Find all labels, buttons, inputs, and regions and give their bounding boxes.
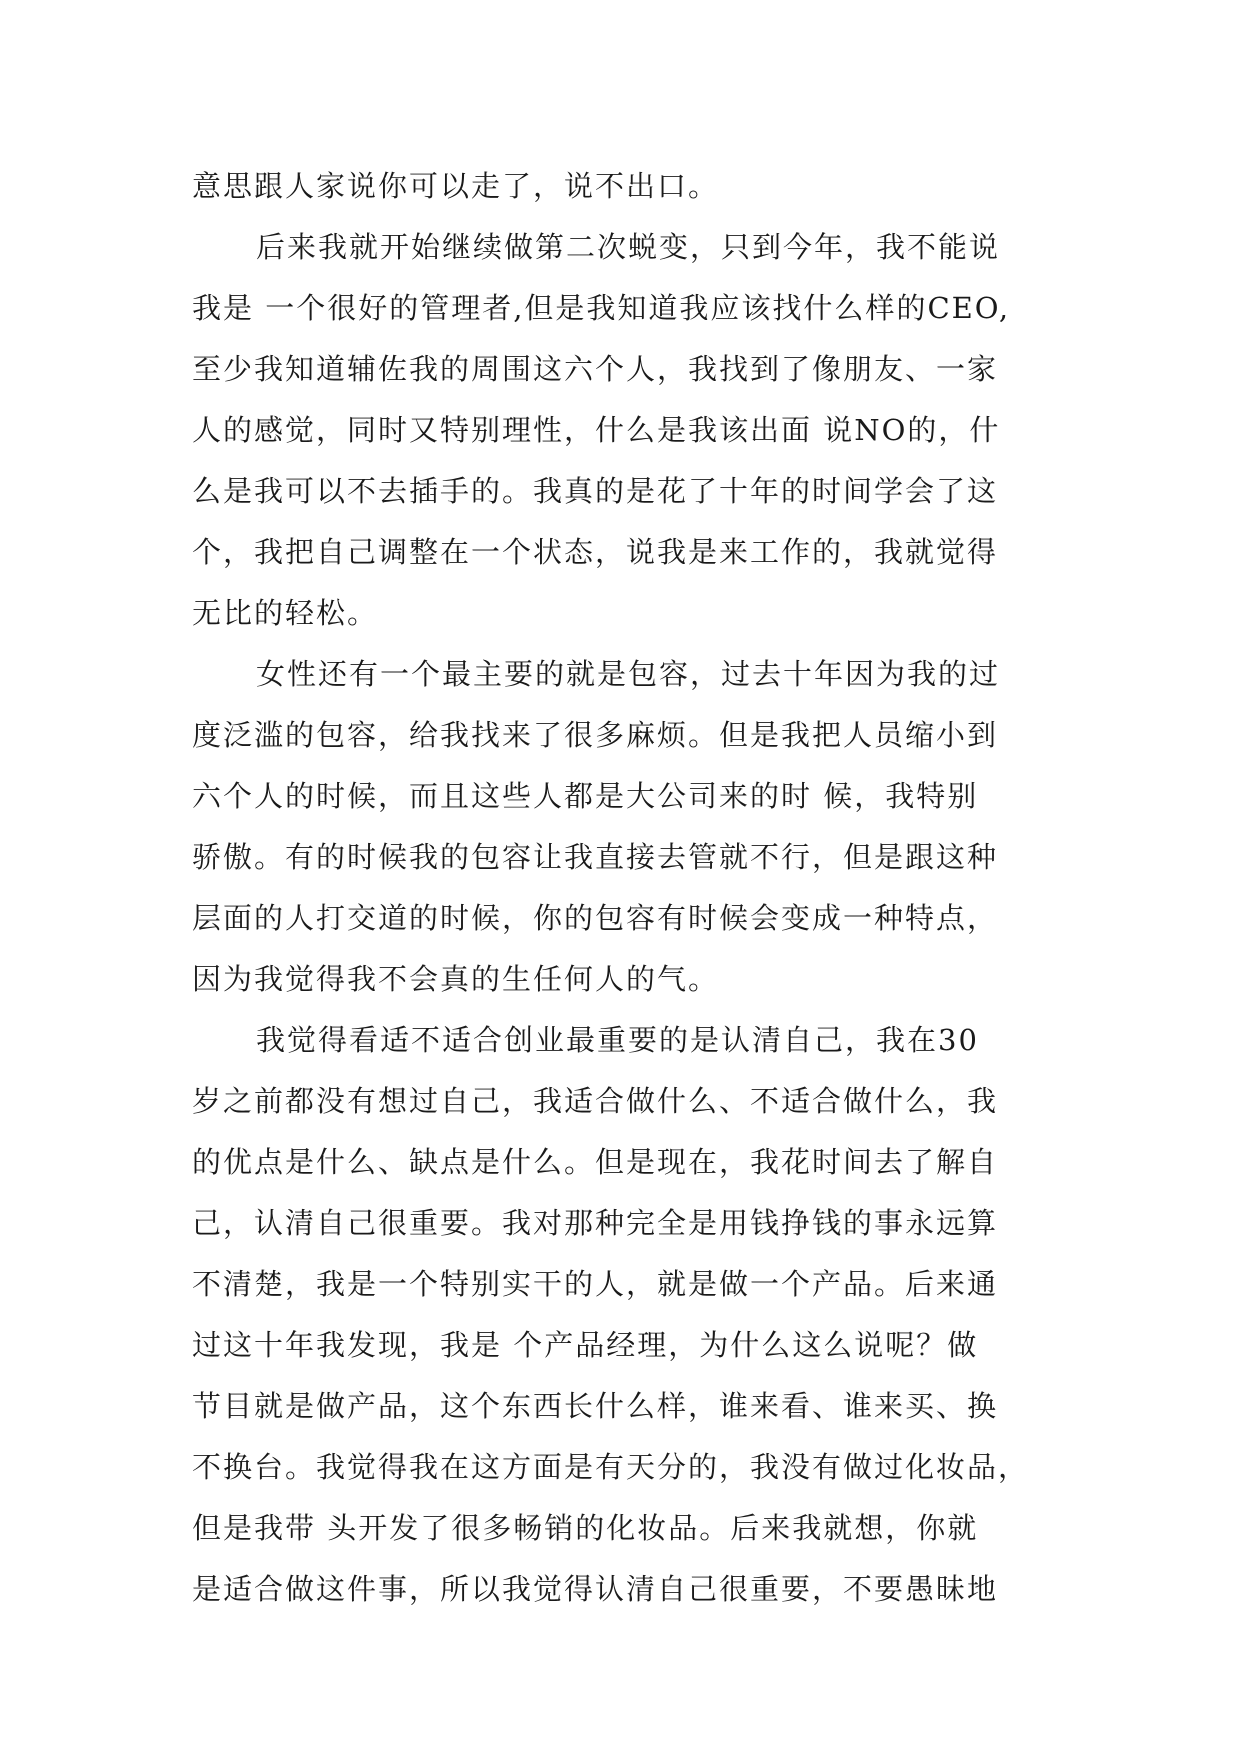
text-line: 六个人的时候，而且这些人都是大公司来的时 候，我特别 xyxy=(192,779,979,813)
text-line: 岁之前都没有想过自己，我适合做什么、不适合做什么，我 xyxy=(192,1084,999,1118)
paragraph-start-line: 后来我就开始继续做第二次蜕变，只到今年，我不能说 xyxy=(256,230,1001,264)
text-line: 度泛滥的包容，给我找来了很多麻烦。但是我把人员缩小到 xyxy=(192,718,999,752)
text-line: 无比的轻松。 xyxy=(192,596,379,630)
text-line: 骄傲。有的时候我的包容让我直接去管就不行，但是跟这种 xyxy=(192,840,999,874)
text-line: 意思跟人家说你可以走了，说不出口。 xyxy=(192,169,720,203)
paragraph-start-line: 女性还有一个最主要的就是包容，过去十年因为我的过 xyxy=(256,657,1001,691)
text-line: 的优点是什么、缺点是什么。但是现在，我花时间去了解自 xyxy=(192,1145,999,1179)
text-line: 因为我觉得我不会真的生任何人的气。 xyxy=(192,962,720,996)
text-line: 至少我知道辅佐我的周围这六个人，我找到了像朋友、一家 xyxy=(192,352,999,386)
text-line: 么是我可以不去插手的。我真的是花了十年的时间学会了这 xyxy=(192,474,999,508)
text-line: 过这十年我发现，我是 个产品经理，为什么这么说呢？做 xyxy=(192,1328,979,1362)
text-line: 个，我把自己调整在一个状态，说我是来工作的，我就觉得 xyxy=(192,535,999,569)
text-line: 不换台。我觉得我在这方面是有天分的，我没有做过化妆品， xyxy=(192,1450,1030,1484)
paragraph-start-line: 我觉得看适不适合创业最重要的是认清自己，我在30 xyxy=(256,1023,979,1057)
text-line: 但是我带 头开发了很多畅销的化妆品。后来我就想，你就 xyxy=(192,1511,979,1545)
text-line: 不清楚，我是一个特别实干的人，就是做一个产品。后来通 xyxy=(192,1267,999,1301)
text-line: 是适合做这件事，所以我觉得认清自己很重要，不要愚昧地 xyxy=(192,1572,999,1606)
text-line: 人的感觉，同时又特别理性，什么是我该出面 说NO的，什 xyxy=(192,413,1001,447)
text-line: 己，认清自己很重要。我对那种完全是用钱挣钱的事永远算 xyxy=(192,1206,999,1240)
text-line: 节目就是做产品，这个东西长什么样，谁来看、谁来买、换 xyxy=(192,1389,999,1423)
body-text xyxy=(192,156,1052,1620)
text-line: 我是 一个很好的管理者,但是我知道我应该找什么样的CEO, xyxy=(192,291,1011,325)
text-line: 层面的人打交道的时候，你的包容有时候会变成一种特点， xyxy=(192,901,999,935)
